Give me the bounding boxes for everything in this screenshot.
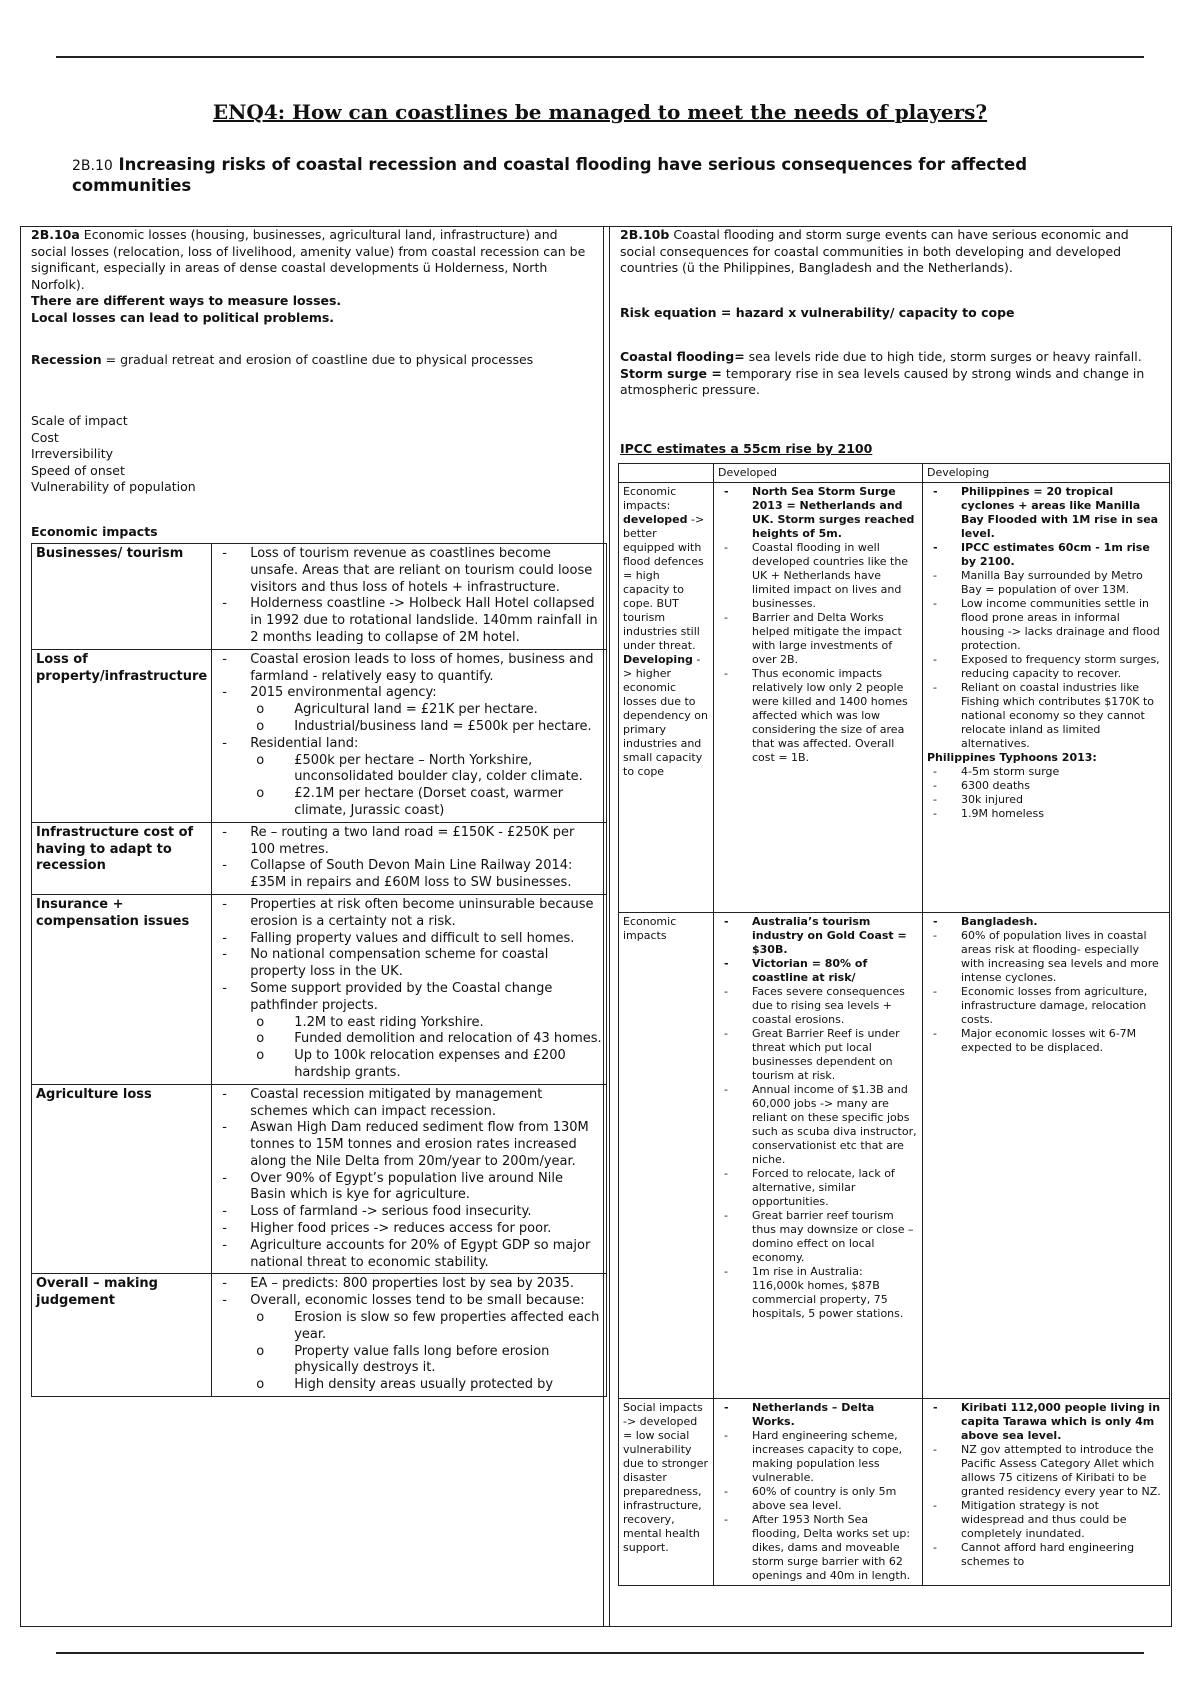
list-item-text: Agriculture accounts for 20% of Egypt GDP so major national threat to economic stability. [250,1237,591,1270]
list-item [216,1171,602,1205]
list-item: - Bangladesh. [927,915,1165,929]
list-item-text: Over 90% of Egypt’s population live around Nile Basin which is kye for agriculture. [250,1170,563,1203]
list-item-text: EA – predicts: 800 properties lost by sea by 2035. [250,1276,574,1292]
row3-label: Social impacts -> developed = low social vulnerability due to stronger disaster preparedness, infrastructure, recovery, mental health support. [619,1399,714,1586]
left-intro-code: 2B.10a [31,227,80,242]
row1-developed-list [718,485,918,765]
impact-details [212,1274,607,1397]
row3-developed-list [718,1401,918,1583]
col-developing: Developing [923,464,1170,483]
sub-list [250,1310,602,1394]
impact-factor: Irreversibility [31,446,114,461]
left-intro-bold-2: Local losses can lead to political problems. [31,309,335,325]
impact-list [216,652,602,820]
list-item-text: Residential land: [250,735,359,751]
row1-label-e: -> higher economic losses due to dependency on primary industries and small capacity to cope [623,653,708,778]
right-intro [620,227,1163,277]
list-item: - Australia’s tourism industry on Gold Coast = $30B. [718,915,918,957]
right-column [609,227,1171,1626]
row1-label [619,483,714,913]
list-item-text: Collapse of South Devon Main Line Railway 2014: £35M in repairs and £60M loss to SW businesses. [250,858,573,891]
list-item: - 6300 deaths [927,779,1165,793]
list-item: - Hard engineering scheme, increases capacity to cope, making population less vulnerable. [718,1429,918,1485]
list-item-text: Aswan High Dam reduced sediment flow from 130M tonnes to 15M tonnes and erosion rates increased along the Nile Delta from 20m/year to 200m/year. [250,1120,589,1169]
content-frame [20,226,1172,1627]
impact-details [212,822,607,894]
row1-developing-list [927,485,1165,751]
sub-list [250,753,602,820]
list-item [216,736,602,820]
list-item: - Exposed to frequency storm surges, reducing capacity to recover. [927,653,1165,681]
sub-list [250,702,602,736]
recession-definition [31,352,595,369]
table-row [32,1274,607,1397]
sub-list [250,1015,602,1082]
col-developed: Developed [714,464,923,483]
sub-list-item: o Erosion is slow so few properties affected each year. [250,1310,602,1344]
row1-label-b: developed [623,513,688,526]
impact-category: Loss of property/infrastructure [32,649,212,822]
list-item-text: Some support provided by the Coastal change pathfinder projects. [250,980,553,1013]
impact-factors [31,413,595,496]
list-item [216,596,602,646]
case-row-2 [619,913,1170,1399]
list-item: - Thus economic impacts relatively low only 2 people were killed and 1400 homes affected which was low considering the size of area that was affected. Overall cost = 1B. [718,667,918,765]
left-intro-bold-1: There are different ways to measure losses. [31,293,342,308]
recession-term: Recession [31,352,102,367]
list-item: - 60% of population lives in coastal areas risk at flooding- especially with increasing sea levels and more intense cyclones. [927,929,1165,985]
sub-list-item: o Industrial/business land = £500k per hectare. [250,719,602,736]
list-item [216,1238,602,1272]
sub-list-item: o 1.2M to east riding Yorkshire. [250,1015,602,1032]
impact-factor: Cost [31,429,59,445]
list-item-text: Properties at risk often become uninsurable because erosion is a certainty not a risk. [250,896,594,929]
right-intro-text: Coastal flooding and storm surge events can have serious economic and social consequences for coastal communities in both developing and developed countries (ü the Philippines, Bangladesh and the Netherlands). [620,227,1129,275]
section-title: Increasing risks of coastal recession and coastal flooding have serious consequences for affected communities [72,155,1028,195]
left-intro [31,227,595,326]
list-item: - NZ gov attempted to introduce the Pacific Assess Category Allet which allows 75 citizens of Kiribati to be granted residency every year to NZ. [927,1443,1165,1499]
list-item [216,897,602,931]
list-item: - Faces severe consequences due to rising sea levels + coastal erosions. [718,985,918,1027]
left-column [21,227,604,1626]
list-item: - After 1953 North Sea flooding, Delta works set up: dikes, dams and moveable storm surge barrier with 62 openings and 40m in length. [718,1513,918,1583]
economic-impacts-heading: Economic impacts [31,524,158,539]
list-item [216,858,602,892]
surge-term: Storm surge = [620,365,722,381]
impact-category: Infrastructure cost of having to adapt to recession [32,822,212,894]
list-item-text: 2015 environmental agency: [250,685,437,701]
table-row [32,1084,607,1274]
page-title: ENQ4: How can coastlines be managed to meet the needs of players? [212,100,988,124]
list-item [216,931,602,948]
list-item: - Economic losses from agriculture, infrastructure damage, relocation costs. [927,985,1165,1027]
row1-label-c: -> better equipped with flood defences = high capacity to cope. BUT tourism industries still under threat. [623,513,705,652]
surge-def: temporary rise in sea levels caused by strong winds and change in atmospheric pressure. [620,365,1145,397]
list-item [216,1276,602,1293]
table-row [32,544,607,650]
flood-definitions [620,349,1163,399]
ipcc-estimate: IPCC estimates a 55cm rise by 2100 [620,441,873,456]
list-item: - Netherlands – Delta Works. [718,1401,918,1429]
impact-factor: Scale of impact [31,413,128,428]
list-item: - 60% of country is only 5m above sea level. [718,1485,918,1513]
list-item: - Annual income of $1.3B and 60,000 jobs -> many are reliant on these specific jobs such as scuba diva instructor, conservationist etc that are niche. [718,1083,918,1167]
list-item: - Philippines = 20 tropical cyclones + areas like Manilla Bay Flooded with 1M rise in sea level. [927,485,1165,541]
row1-label-d: Developing [623,653,693,666]
row2-developing-list [927,915,1165,1055]
list-item-text: Holderness coastline -> Holbeck Hall Hotel collapsed in 1992 due to rotational landslide. 140mm rainfall in 2 months leading to collapse of 2M hotel. [250,596,598,645]
impact-list [216,1087,602,1272]
list-item-text: Higher food prices -> reduces access for poor. [250,1221,552,1237]
list-item-text: Re – routing a two land road = £150K - £250K per 100 metres. [250,824,575,857]
list-item: - Kiribati 112,000 people living in capita Tarawa which is only 4m above sea level. [927,1401,1165,1443]
impact-details [212,544,607,650]
top-rule [56,56,1144,58]
impact-category: Insurance + compensation issues [32,894,212,1084]
list-item-text: No national compensation scheme for coastal property loss in the UK. [250,947,549,980]
list-item [216,546,602,596]
list-item: - Barrier and Delta Works helped mitigate the impact with large investments of over 2B. [718,611,918,667]
list-item [216,1293,602,1394]
case-row-3 [619,1399,1170,1586]
list-item-text: Overall, economic losses tend to be small because: [250,1293,585,1309]
impact-category: Overall – making judgement [32,1274,212,1397]
sub-list-item: o £2.1M per hectare (Dorset coast, warmer climate, Jurassic coast) [250,786,602,820]
typhoon-list [927,765,1165,821]
list-item [216,981,602,1082]
impact-category: Businesses/ tourism [32,544,212,650]
impact-factor: Speed of onset [31,462,125,478]
sub-list-item: o Funded demolition and relocation of 43 homes. [250,1031,602,1048]
list-item [216,1221,602,1238]
list-item: - 1m rise in Australia: 116,000k homes, $87B commercial property, 75 hospitals, 5 power stations. [718,1265,918,1321]
list-item [216,825,602,859]
list-item: - Coastal flooding in well developed countries like the UK + Netherlands have limited impact on lives and businesses. [718,541,918,611]
impact-list [216,825,602,892]
list-item: - Reliant on coastal industries like Fishing which contributes $170K to national economy so they cannot relocate inland as limited alternatives. [927,681,1165,751]
list-item [216,685,602,735]
sub-list-item: o Property value falls long before erosion physically destroys it. [250,1344,602,1378]
sub-list-item: o Agricultural land = £21K per hectare. [250,702,602,719]
list-item: - Great barrier reef tourism thus may downsize or close – domino effect on local economy. [718,1209,918,1265]
row3-developing-list [927,1401,1165,1569]
list-item: - 4-5m storm surge [927,765,1165,779]
list-item-text: Coastal erosion leads to loss of homes, business and farmland - relatively easy to quantify. [250,651,594,684]
flood-def: sea levels ride due to high tide, storm surges or heavy rainfall. [748,349,1142,364]
row2-developed-list [718,915,918,1321]
row1-label-a: Economic impacts: [623,485,677,512]
list-item-text: Loss of farmland -> serious food insecurity. [250,1204,532,1220]
impact-details [212,894,607,1084]
list-item-text: Loss of tourism revenue as coastlines become unsafe. Areas that are reliant on tourism could loose visitors and thus loss of hotels + infrastructure. [250,546,593,595]
impact-details [212,1084,607,1274]
list-item: - Cannot afford hard engineering schemes to [927,1541,1165,1569]
bottom-rule [56,1652,1144,1654]
list-item: - Manilla Bay surrounded by Metro Bay = population of over 13M. [927,569,1165,597]
list-item [216,1087,602,1121]
impact-factor: Vulnerability of population [31,479,196,494]
list-item [216,1120,602,1170]
list-item [216,652,602,686]
impact-list [216,1276,602,1394]
list-item: - 1.9M homeless [927,807,1165,821]
right-intro-code: 2B.10b [620,227,670,242]
list-item [216,947,602,981]
table-row [32,649,607,822]
list-item-text: Falling property values and difficult to sell homes. [250,930,575,946]
case-study-table [618,463,1170,1586]
list-item: - 30k injured [927,793,1165,807]
list-item: - Great Barrier Reef is under threat which put local businesses dependent on tourism at risk. [718,1027,918,1083]
list-item: - Victorian = 80% of coastline at risk/ [718,957,918,985]
list-item [216,1204,602,1221]
sub-list-item: o High density areas usually protected by [250,1377,602,1394]
case-row-1 [619,483,1170,913]
section-code: 2B.10 [72,158,113,174]
row2-label: Economic impacts [619,913,714,1399]
sub-list-item: o £500k per hectare – North Yorkshire, unconsolidated boulder clay, colder climate. [250,753,602,787]
case-header-row [619,464,1170,483]
left-intro-text: Economic losses (housing, businesses, agricultural land, infrastructure) and social losses (relocation, loss of livelihood, amenity value) from coastal recession can be significant, especially in areas of dense coastal developments ü Holderness, North Norfolk). [31,227,586,292]
list-item: - Forced to relocate, lack of alternative, similar opportunities. [718,1167,918,1209]
section-heading [72,155,1132,196]
recession-def: = gradual retreat and erosion of coastline due to physical processes [105,352,534,367]
list-item-text: Coastal recession mitigated by management schemes which can impact recession. [250,1086,543,1119]
list-item: - Low income communities settle in flood prone areas in informal housing -> lacks drainage and flood protection. [927,597,1165,653]
list-item: - IPCC estimates 60cm - 1m rise by 2100. [927,541,1165,569]
table-row [32,822,607,894]
list-item: - Major economic losses wit 6-7M expected to be displaced. [927,1027,1165,1055]
table-row [32,894,607,1084]
economic-impacts-table [31,543,607,1397]
impact-list [216,546,602,647]
impact-category: Agriculture loss [32,1084,212,1274]
impact-details [212,649,607,822]
risk-equation: Risk equation = hazard x vulnerability/ capacity to cope [620,305,1015,320]
sub-list-item: o Up to 100k relocation expenses and £200 hardship grants. [250,1048,602,1082]
impact-list [216,897,602,1082]
typhoon-heading: Philippines Typhoons 2013: [927,751,1097,764]
list-item: - North Sea Storm Surge 2013 = Netherlands and UK. Storm surges reached heights of 5m. [718,485,918,541]
flood-term: Coastal flooding= [620,349,745,364]
list-item: - Mitigation strategy is not widespread and thus could be completely inundated. [927,1499,1165,1541]
